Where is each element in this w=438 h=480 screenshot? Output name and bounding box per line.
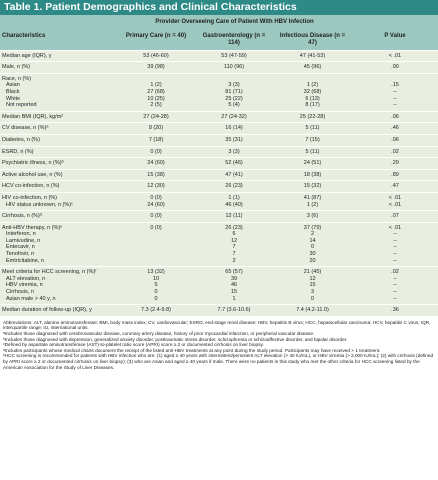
table-row — [0, 169, 438, 181]
cell-line: 18 (38) — [303, 171, 322, 178]
cell-line: 0 — [310, 244, 315, 251]
cell-gastroenterology — [195, 193, 273, 210]
cell-line: 41 (87) — [303, 194, 322, 201]
cell-line: 7 — [232, 251, 236, 258]
table-row — [0, 304, 438, 316]
footnote: ᵉHCC screening is recommended for patients with HBV infection who are: (1) aged ≥ 40 years with intermittent/persistent ALT elevation (> 40 IU/mL), or HBV viremia (> 2,000 IU/mL); (2) with cirrhosis (defined by APRI score ≥ 2 or documented cirrhosis on liver biopsy); (3) who are Asian and aged ≥ 40 years if male. There were no patients in this study who met the other criteria for HCC screening listed by the American Association for the Study of Liver Diseases. — [3, 353, 434, 370]
cell-line: 0 — [154, 295, 158, 302]
cell-line: Emtricitabine, n — [6, 257, 44, 264]
cell-line: 16 (14) — [225, 125, 243, 132]
group-header-spacer-right — [352, 15, 438, 30]
cell-infectious-disease — [273, 211, 352, 222]
cell-p-value — [352, 51, 438, 62]
cell-line: < .01 — [388, 201, 402, 208]
cell-line: – — [393, 282, 397, 289]
cell-p-value — [352, 147, 438, 158]
cell-p-value — [352, 193, 438, 210]
cell-line: 3 (3) — [228, 148, 240, 155]
cell-gastroenterology — [195, 147, 273, 158]
cell-line: 1 (1) — [228, 194, 240, 201]
cell-line: Asian — [6, 82, 20, 89]
cell-line: HBV viremia, n — [6, 282, 43, 289]
cell-line: 27 (24-32) — [221, 113, 247, 120]
cell-line — [354, 76, 436, 83]
cell-line: White — [6, 95, 21, 102]
cell-line — [119, 238, 193, 245]
cell-line: < .01 — [388, 52, 402, 59]
cell-infectious-disease — [273, 305, 352, 316]
cell-gastroenterology — [195, 223, 273, 267]
cell-line: 0 — [310, 295, 315, 302]
footnote: ᵈIncludes participants whose medical charts document the receipt of the listed anti-HBV treatments at any point during the study period. Participants may have received > 1 treatment. — [3, 347, 381, 353]
cell-infectious-disease — [273, 193, 352, 210]
cell-line: – — [393, 251, 397, 258]
table-row — [0, 210, 438, 222]
cell-line: 21 (45) — [303, 269, 322, 276]
cell-line: 2 (5) — [150, 102, 162, 109]
cell-line — [197, 76, 271, 83]
cell-line: 24 (60) — [147, 201, 165, 208]
cell-label — [0, 158, 117, 169]
cell-line: 0 (0) — [150, 213, 162, 220]
cell-line: 46 — [230, 282, 238, 289]
cell-line: 7 (15) — [305, 136, 320, 143]
cell-line — [119, 251, 193, 258]
cell-gastroenterology — [195, 170, 273, 181]
table-row — [0, 222, 438, 267]
cell-line: 52 (46) — [225, 160, 243, 167]
cell-line: 0 (0) — [150, 194, 162, 201]
cell-line: Diabetes, n (%) — [2, 136, 40, 143]
cell-line: 14 — [309, 237, 316, 244]
cell-label — [0, 211, 117, 222]
col-header-gastroenterology: Gastroenterology (n = 114) — [195, 30, 273, 50]
cell-line: 2 — [232, 257, 236, 264]
cell-line: – — [393, 257, 397, 264]
cell-p-value — [352, 305, 438, 316]
cell-line: 12 (30) — [147, 183, 165, 190]
table-row — [0, 146, 438, 158]
cell-line: Median BMI (IQR), kg/m² — [2, 113, 64, 120]
cell-line: .02 — [391, 148, 399, 155]
cell-primary-care — [117, 267, 195, 304]
cell-line: Black — [6, 88, 20, 95]
cell-label — [0, 74, 117, 111]
cell-line — [119, 244, 193, 251]
cell-p-value — [352, 267, 438, 304]
cell-label — [0, 135, 117, 146]
cell-line: 39 — [230, 275, 238, 282]
footnote: ᵃIncludes those diagnosed with cerebrovascular disease, coronary artery disease, history of prior myocardial infarction, or peripheral vascular disease. — [3, 331, 315, 336]
cell-infectious-disease — [273, 181, 352, 192]
cell-primary-care — [117, 158, 195, 169]
cell-line: 25 (22) — [225, 95, 243, 102]
cell-p-value — [352, 158, 438, 169]
cell-label — [0, 62, 117, 73]
cell-label — [0, 181, 117, 192]
cell-primary-care — [117, 147, 195, 158]
cell-line: Race, n (%) — [2, 75, 32, 82]
cell-line: 15 — [309, 282, 316, 289]
cell-line: 47 (41) — [225, 171, 243, 178]
cell-line: HCV co-infection, n (%) — [2, 183, 60, 190]
cell-line: .46 — [391, 125, 399, 132]
cell-label — [0, 112, 117, 123]
cell-primary-care — [117, 181, 195, 192]
cell-line: 53 (47-59) — [221, 52, 247, 59]
cell-gastroenterology — [195, 62, 273, 73]
cell-line: 1 (2) — [306, 82, 319, 89]
cell-line: 3 — [310, 289, 315, 296]
cell-line: 15 (32) — [303, 183, 322, 190]
table-title: Table 1. Patient Demographics and Clinical Characteristics — [0, 0, 438, 15]
cell-line: Tenofovir, n — [6, 251, 35, 258]
cell-p-value — [352, 211, 438, 222]
cell-line: ESRD, n (%) — [2, 148, 34, 155]
cell-gastroenterology — [195, 158, 273, 169]
cell-line: 15 (38) — [147, 171, 165, 178]
cell-line: .06 — [391, 136, 399, 143]
cell-p-value — [352, 181, 438, 192]
cell-infectious-disease — [273, 147, 352, 158]
cell-primary-care — [117, 112, 195, 123]
cell-p-value — [352, 74, 438, 111]
cell-line: 25 (22-28) — [299, 113, 326, 120]
cell-line: 8 (20) — [148, 125, 164, 132]
cell-primary-care — [117, 51, 195, 62]
cell-primary-care — [117, 135, 195, 146]
cell-line: 7.3 (2.4-9.8) — [141, 307, 171, 314]
cell-line: Median duration of follow-up (IQR), y — [2, 307, 92, 314]
cell-gastroenterology — [195, 112, 273, 123]
footnotes — [0, 316, 438, 370]
cell-gastroenterology — [195, 181, 273, 192]
cell-primary-care — [117, 305, 195, 316]
table-row — [0, 134, 438, 146]
cell-p-value — [352, 170, 438, 181]
cell-line: 65 (57) — [225, 269, 243, 276]
cell-line: Not reported — [6, 102, 37, 109]
cell-line: 12 — [309, 275, 316, 282]
cell-infectious-disease — [273, 74, 352, 111]
cell-line: HIV co-infection, n (%) — [2, 194, 58, 201]
cell-line: .89 — [391, 171, 399, 178]
cell-line: Psychiatric illness, n (%)ᵇ — [2, 160, 64, 167]
cell-line: 5 (4) — [228, 102, 240, 109]
cell-infectious-disease — [273, 223, 352, 267]
cell-infectious-disease — [273, 123, 352, 134]
cell-line: 0 (0) — [150, 148, 162, 155]
col-header-infectious-disease: Infectious Disease (n = 47) — [273, 30, 352, 50]
cell-line: – — [393, 95, 397, 102]
cell-line: 7 — [232, 244, 236, 251]
cell-line: – — [393, 102, 397, 109]
cell-line: .15 — [391, 82, 399, 89]
cell-line: .47 — [391, 183, 399, 190]
cell-primary-care — [117, 62, 195, 73]
cell-line: Meet criteria for HCC screening, n (%)ᶠ — [2, 269, 97, 276]
cell-line: 1 — [232, 295, 236, 302]
cell-line: HIV status unknown, n (%)ᶜ — [6, 201, 74, 208]
cell-line: 1 (2) — [150, 82, 162, 89]
cell-line: 10 — [152, 275, 160, 282]
cell-line: 26 (23) — [225, 183, 243, 190]
cell-line: < .01 — [388, 224, 402, 231]
cell-line: Asian male > 40 y, n — [6, 295, 56, 302]
cell-line: .36 — [391, 307, 399, 314]
cell-gastroenterology — [195, 74, 273, 111]
cell-p-value — [352, 62, 438, 73]
cell-gastroenterology — [195, 51, 273, 62]
cell-line: 6 (13) — [305, 95, 320, 102]
cell-line: 7.4 (4.2-11.0) — [296, 307, 329, 314]
cell-p-value — [352, 135, 438, 146]
cell-line: 7.7 (3.6-10.6) — [217, 307, 251, 314]
cell-line: .90 — [391, 64, 399, 71]
cell-line: 13 (32) — [147, 269, 165, 276]
cell-infectious-disease — [273, 135, 352, 146]
cell-line: – — [393, 88, 397, 95]
table-row — [0, 73, 438, 111]
footnote: ᶜDefined by aspartate aminotransferase (AST)-to-platelet ratio score (APRI) score ≥ 2 or documented cirrhosis on liver biopsy. — [3, 342, 264, 348]
group-header: Provider Overseeing Care of Patient With HBV Infection — [117, 15, 352, 30]
cell-label — [0, 170, 117, 181]
cell-line: Male, n (%) — [2, 64, 31, 71]
cell-line: 27 (68) — [147, 88, 165, 95]
cell-line: 24 (60) — [147, 160, 165, 167]
cell-p-value — [352, 223, 438, 267]
cell-line — [119, 231, 193, 238]
cell-line: 5 — [154, 282, 158, 289]
cell-primary-care — [117, 74, 195, 111]
table-row — [0, 111, 438, 123]
cell-line: 26 (23) — [225, 224, 243, 231]
cell-primary-care — [117, 193, 195, 210]
cell-line: 5 (11) — [305, 148, 320, 155]
cell-line: 3 (6) — [306, 213, 319, 220]
cell-line: Entecavir, n — [6, 244, 35, 251]
table-row — [0, 50, 438, 62]
cell-line: – — [393, 289, 397, 296]
cell-label — [0, 123, 117, 134]
cell-line: 24 (51) — [303, 160, 322, 167]
cell-line: 2 — [310, 231, 315, 238]
cell-gastroenterology — [195, 267, 273, 304]
cell-line: 12 — [230, 237, 238, 244]
cell-line: 30 — [309, 251, 316, 258]
table-row — [0, 266, 438, 304]
cell-primary-care — [117, 170, 195, 181]
cell-line: .29 — [391, 160, 399, 167]
cell-line: 12 (11) — [225, 213, 243, 220]
cell-line: ALT elevation, n — [6, 275, 46, 282]
cell-line: 46 (40) — [225, 201, 243, 208]
cell-line — [275, 76, 350, 83]
cell-line: 20 — [309, 257, 316, 264]
cell-line — [119, 258, 193, 265]
cell-primary-care — [117, 211, 195, 222]
cell-line: 0 (0) — [150, 224, 162, 231]
table-row — [0, 192, 438, 210]
cell-line: 1 (2) — [306, 201, 319, 208]
table-row — [0, 61, 438, 73]
group-header-spacer — [0, 15, 117, 30]
cell-line: 27 (24-28) — [143, 113, 169, 120]
cell-line: Cirrhosis, n — [6, 289, 34, 296]
cell-line: – — [393, 237, 397, 244]
cell-line: CV disease, n (%)ᵃ — [2, 125, 49, 132]
cell-line: 15 — [230, 289, 238, 296]
cell-gastroenterology — [195, 123, 273, 134]
column-header-row — [0, 30, 438, 50]
cell-line: 3 (3) — [228, 82, 240, 89]
cell-line: .02 — [391, 269, 399, 276]
cell-line: < .01 — [388, 194, 402, 201]
cell-line: 5 (11) — [305, 125, 320, 132]
cell-label — [0, 305, 117, 316]
cell-line: 45 (96) — [303, 64, 322, 71]
cell-line: – — [393, 295, 397, 302]
cell-line: .07 — [391, 213, 399, 220]
cell-infectious-disease — [273, 51, 352, 62]
cell-gastroenterology — [195, 305, 273, 316]
cell-label — [0, 51, 117, 62]
cell-infectious-disease — [273, 170, 352, 181]
footnote: ᵇIncludes those diagnosed with depression, generalized anxiety disorder, posttraumatic stress disorder, schizophrenia or schizoaffective disorder, and bipolar disorder. — [3, 336, 348, 342]
cell-label — [0, 267, 117, 304]
cell-line: Interferon, n — [6, 231, 36, 238]
cell-line: – — [393, 231, 397, 238]
cell-line: 10 (25) — [147, 95, 165, 102]
cell-line: Cirrhosis, n (%)ᵈ — [2, 213, 42, 220]
col-header-characteristics: Characteristics — [0, 30, 117, 50]
cell-line: 53 (46-60) — [143, 52, 169, 59]
table-body — [0, 50, 438, 316]
cell-line: Anti-HBV therapy, n (%)ᵉ — [2, 224, 63, 231]
cell-infectious-disease — [273, 267, 352, 304]
cell-line: 39 (98) — [147, 64, 165, 71]
footnote: Abbreviations: ALT, alanine aminotransferase; BMI, body mass index; CV, cardiovascular; ESRD, end-stage renal disease; HBV, hepatitis B virus; HCC, hepatocellular carcinoma; HCV, hepatitis C virus; IQR, interquartile range; IU, international units. — [3, 319, 431, 331]
cell-primary-care — [117, 223, 195, 267]
cell-label — [0, 147, 117, 158]
cell-line: 110 (96) — [223, 64, 245, 71]
cell-line — [119, 76, 193, 83]
cell-line: Active alcohol use, n (%) — [2, 171, 63, 178]
cell-line: 6 — [232, 231, 236, 238]
cell-label — [0, 223, 117, 267]
cell-infectious-disease — [273, 158, 352, 169]
cell-line: 7 (18) — [148, 136, 164, 143]
cell-line: .06 — [391, 113, 399, 120]
cell-line: – — [393, 275, 397, 282]
cell-line: 47 (41-53) — [299, 52, 326, 59]
cell-line: Lamivudine, n — [6, 237, 41, 244]
cell-line: Median age (IQR), y — [2, 52, 52, 59]
cell-line: 0 — [154, 289, 158, 296]
cell-p-value — [352, 112, 438, 123]
col-header-p-value: P Value — [352, 30, 438, 50]
group-header-row — [0, 15, 438, 30]
cell-line: 35 (31) — [225, 136, 243, 143]
cell-infectious-disease — [273, 112, 352, 123]
cell-line: 81 (71) — [225, 88, 243, 95]
cell-line: 32 (68) — [303, 88, 322, 95]
cell-line: 8 (17) — [305, 102, 320, 109]
table-row — [0, 157, 438, 169]
cell-infectious-disease — [273, 62, 352, 73]
cell-primary-care — [117, 123, 195, 134]
col-header-primary-care: Primary Care (n = 40) — [117, 30, 195, 50]
cell-p-value — [352, 123, 438, 134]
cell-line: 37 (79) — [303, 224, 322, 231]
table-row — [0, 122, 438, 134]
cell-gastroenterology — [195, 211, 273, 222]
cell-gastroenterology — [195, 135, 273, 146]
cell-label — [0, 193, 117, 210]
cell-line: – — [393, 244, 397, 251]
table-row — [0, 180, 438, 192]
